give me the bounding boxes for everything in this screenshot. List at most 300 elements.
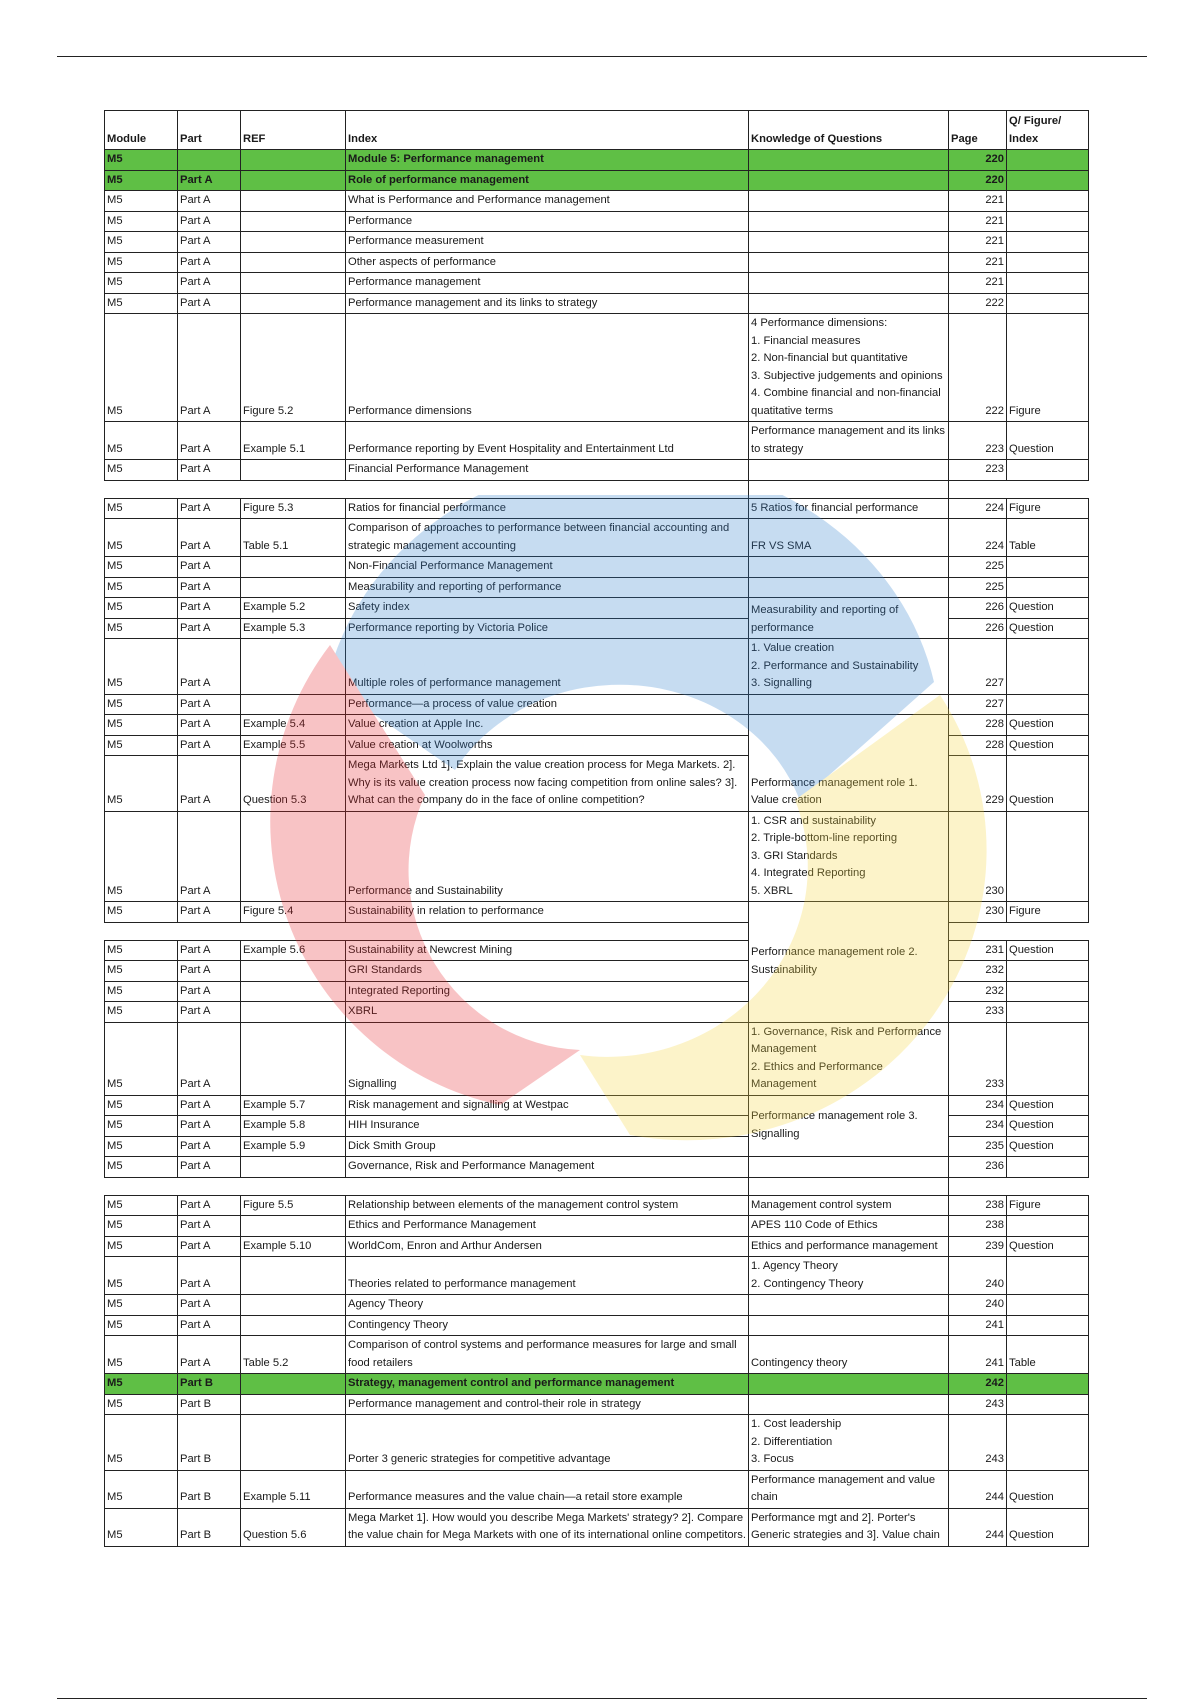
cell-index: XBRL <box>346 1002 749 1023</box>
cell-page: 230 <box>949 902 1007 923</box>
cell-module: M5 <box>105 735 178 756</box>
cell-module: M5 <box>105 1374 178 1395</box>
cell-ref <box>241 1394 346 1415</box>
table-row <box>105 1022 1089 1095</box>
cell-qfigure <box>1007 232 1089 253</box>
cell-qfigure: Figure <box>1007 498 1089 519</box>
table-row <box>105 1508 1089 1546</box>
cell-module: M5 <box>105 1236 178 1257</box>
cell-ref <box>241 1216 346 1237</box>
cell-module: M5 <box>105 498 178 519</box>
cell-page: 221 <box>949 252 1007 273</box>
cell-knowledge <box>749 273 949 294</box>
cell-module <box>105 480 178 498</box>
cell-index: Governance, Risk and Performance Management <box>346 1157 749 1178</box>
cell-part: Part A <box>178 715 241 736</box>
cell-qfigure <box>1007 811 1089 902</box>
cell-page: 224 <box>949 498 1007 519</box>
table-row <box>105 715 1089 736</box>
cell-ref: Table 5.1 <box>241 519 346 557</box>
cell-module: M5 <box>105 1022 178 1095</box>
cell-qfigure: Question <box>1007 598 1089 619</box>
cell-ref <box>241 811 346 902</box>
table-row <box>105 902 1089 923</box>
cell-part: Part A <box>178 170 241 191</box>
cell-module <box>105 1177 178 1195</box>
cell-page: 235 <box>949 1136 1007 1157</box>
cell-page: 244 <box>949 1470 1007 1508</box>
table-row <box>105 191 1089 212</box>
cell-page: 234 <box>949 1116 1007 1137</box>
cell-part: Part A <box>178 811 241 902</box>
cell-page: 226 <box>949 598 1007 619</box>
cell-part: Part A <box>178 211 241 232</box>
cell-knowledge: Performance management role 2. Sustainability <box>749 902 949 1023</box>
cell-ref <box>241 273 346 294</box>
cell-part: Part A <box>178 1315 241 1336</box>
cell-part: Part A <box>178 422 241 460</box>
cell-ref: Example 5.10 <box>241 1236 346 1257</box>
cell-ref <box>241 639 346 695</box>
cell-module: M5 <box>105 639 178 695</box>
cell-part: Part A <box>178 1157 241 1178</box>
cell-knowledge <box>749 170 949 191</box>
cell-module: M5 <box>105 618 178 639</box>
cell-qfigure: Question <box>1007 735 1089 756</box>
header-index: Index <box>346 111 749 150</box>
cell-page: 223 <box>949 460 1007 481</box>
cell-page: 227 <box>949 694 1007 715</box>
cell-qfigure: Question <box>1007 756 1089 812</box>
cell-part: Part A <box>178 314 241 422</box>
cell-index: Ethics and Performance Management <box>346 1216 749 1237</box>
cell-index: Sustainability in relation to performance <box>346 902 749 923</box>
cell-part: Part A <box>178 961 241 982</box>
cell-index: Theories related to performance management <box>346 1257 749 1295</box>
cell-ref <box>241 1022 346 1095</box>
cell-page: 241 <box>949 1315 1007 1336</box>
cell-knowledge: Contingency theory <box>749 1336 949 1374</box>
cell-qfigure: Question <box>1007 1508 1089 1546</box>
table-row <box>105 1470 1089 1508</box>
cell-page: 232 <box>949 981 1007 1002</box>
cell-index: Performance management and control-their role in strategy <box>346 1394 749 1415</box>
cell-ref <box>241 1374 346 1395</box>
table-row <box>105 498 1089 519</box>
table-row <box>105 557 1089 578</box>
cell-page: 221 <box>949 273 1007 294</box>
cell-ref <box>241 1295 346 1316</box>
cell-qfigure: Question <box>1007 1236 1089 1257</box>
cell-ref <box>241 460 346 481</box>
cell-knowledge <box>749 1177 949 1195</box>
cell-page: 220 <box>949 150 1007 171</box>
cell-part: Part A <box>178 1002 241 1023</box>
cell-module: M5 <box>105 902 178 923</box>
cell-part: Part A <box>178 902 241 923</box>
table-row <box>105 598 1089 619</box>
cell-qfigure <box>1007 1157 1089 1178</box>
cell-knowledge: Performance management role 1. Value creation <box>749 715 949 812</box>
cell-index: Role of performance management <box>346 170 749 191</box>
cell-qfigure <box>1007 981 1089 1002</box>
cell-knowledge: APES 110 Code of Ethics <box>749 1216 949 1237</box>
cell-qfigure <box>1007 1257 1089 1295</box>
cell-page: 225 <box>949 577 1007 598</box>
cell-module: M5 <box>105 170 178 191</box>
cell-index: Performance and Sustainability <box>346 811 749 902</box>
cell-part: Part A <box>178 1195 241 1216</box>
cell-index: Multiple roles of performance management <box>346 639 749 695</box>
cell-index: Financial Performance Management <box>346 460 749 481</box>
cell-index: Dick Smith Group <box>346 1136 749 1157</box>
cell-page: 228 <box>949 735 1007 756</box>
cell-index: Mega Markets Ltd 1]. Explain the value creation process for Mega Markets. 2]. Why is its value creation process now facing competition from online sales? 3]. What can the company do in the face of online competition? <box>346 756 749 812</box>
cell-module: M5 <box>105 1116 178 1137</box>
cell-module: M5 <box>105 940 178 961</box>
cell-knowledge <box>749 557 949 578</box>
cell-page <box>949 480 1007 498</box>
cell-part: Part B <box>178 1508 241 1546</box>
cell-qfigure <box>1007 639 1089 695</box>
cell-ref: Figure 5.3 <box>241 498 346 519</box>
cell-page: 233 <box>949 1022 1007 1095</box>
cell-module: M5 <box>105 273 178 294</box>
cell-knowledge: FR VS SMA <box>749 519 949 557</box>
table-row <box>105 811 1089 902</box>
cell-ref: Example 5.1 <box>241 422 346 460</box>
cell-ref <box>241 150 346 171</box>
cell-module: M5 <box>105 314 178 422</box>
header-knowledge: Knowledge of Questions <box>749 111 949 150</box>
cell-part: Part A <box>178 293 241 314</box>
cell-part: Part A <box>178 1236 241 1257</box>
cell-index: Risk management and signalling at Westpac <box>346 1095 749 1116</box>
cell-qfigure <box>1007 211 1089 232</box>
cell-knowledge <box>749 1394 949 1415</box>
cell-page: 243 <box>949 1415 1007 1471</box>
cell-knowledge <box>749 1157 949 1178</box>
cell-ref <box>241 922 346 940</box>
cell-page: 229 <box>949 756 1007 812</box>
table-row <box>105 1236 1089 1257</box>
cell-qfigure: Figure <box>1007 1195 1089 1216</box>
cell-module: M5 <box>105 519 178 557</box>
cell-part: Part A <box>178 598 241 619</box>
cell-knowledge <box>749 150 949 171</box>
cell-module: M5 <box>105 1157 178 1178</box>
cell-page: 243 <box>949 1394 1007 1415</box>
cell-module: M5 <box>105 756 178 812</box>
table-row <box>105 1415 1089 1471</box>
cell-index: Safety index <box>346 598 749 619</box>
cell-qfigure <box>1007 480 1089 498</box>
cell-index: Integrated Reporting <box>346 981 749 1002</box>
table-row <box>105 519 1089 557</box>
cell-knowledge: 4 Performance dimensions: 1. Financial measures 2. Non-financial but quantitative 3. Subjective judgements and opinions 4. Combine financial and non-financial quatitative terms <box>749 314 949 422</box>
cell-page: 240 <box>949 1295 1007 1316</box>
cell-qfigure: Question <box>1007 1136 1089 1157</box>
table-row <box>105 1095 1089 1116</box>
cell-ref: Example 5.11 <box>241 1470 346 1508</box>
cell-index: Module 5: Performance management <box>346 150 749 171</box>
cell-qfigure <box>1007 577 1089 598</box>
cell-part: Part B <box>178 1470 241 1508</box>
cell-ref: Question 5.3 <box>241 756 346 812</box>
cell-qfigure <box>1007 252 1089 273</box>
cell-index: Value creation at Woolworths <box>346 735 749 756</box>
cell-page: 222 <box>949 293 1007 314</box>
cell-module: M5 <box>105 1315 178 1336</box>
table-row <box>105 639 1089 695</box>
cell-qfigure: Question <box>1007 715 1089 736</box>
cell-ref: Example 5.9 <box>241 1136 346 1157</box>
cell-module: M5 <box>105 1002 178 1023</box>
cell-qfigure: Question <box>1007 940 1089 961</box>
cell-ref: Example 5.8 <box>241 1116 346 1137</box>
cell-ref <box>241 577 346 598</box>
table-row <box>105 1157 1089 1178</box>
cell-knowledge: Measurability and reporting of performance <box>749 598 949 639</box>
cell-index: Performance dimensions <box>346 314 749 422</box>
table-row <box>105 694 1089 715</box>
cell-ref: Example 5.4 <box>241 715 346 736</box>
header-row <box>105 111 1089 150</box>
cell-part: Part A <box>178 1336 241 1374</box>
cell-qfigure <box>1007 293 1089 314</box>
cell-part: Part A <box>178 618 241 639</box>
table-row <box>105 422 1089 460</box>
table-row <box>105 170 1089 191</box>
cell-index: HIH Insurance <box>346 1116 749 1137</box>
cell-knowledge: 5 Ratios for financial performance <box>749 498 949 519</box>
cell-index: Porter 3 generic strategies for competitive advantage <box>346 1415 749 1471</box>
cell-qfigure <box>1007 1374 1089 1395</box>
cell-index <box>346 1177 749 1195</box>
cell-qfigure <box>1007 170 1089 191</box>
cell-qfigure <box>1007 961 1089 982</box>
cell-page: 220 <box>949 170 1007 191</box>
cell-page: 224 <box>949 519 1007 557</box>
cell-page: 221 <box>949 211 1007 232</box>
cell-module: M5 <box>105 1295 178 1316</box>
cell-index: Performance management and its links to strategy <box>346 293 749 314</box>
cell-ref: Example 5.2 <box>241 598 346 619</box>
cell-index: Comparison of approaches to performance between financial accounting and strategic management accounting <box>346 519 749 557</box>
cell-page: 221 <box>949 232 1007 253</box>
cell-module: M5 <box>105 1415 178 1471</box>
cell-part: Part A <box>178 694 241 715</box>
cell-knowledge <box>749 577 949 598</box>
cell-module: M5 <box>105 460 178 481</box>
cell-qfigure: Figure <box>1007 902 1089 923</box>
cell-index: Performance management <box>346 273 749 294</box>
cell-part: Part B <box>178 1374 241 1395</box>
cell-index <box>346 922 749 940</box>
table-row <box>105 1177 1089 1195</box>
header-qfigure: Q/ Figure/ Index <box>1007 111 1089 150</box>
cell-knowledge: Performance management and its links to strategy <box>749 422 949 460</box>
cell-page <box>949 922 1007 940</box>
cell-module: M5 <box>105 422 178 460</box>
cell-index: Performance <box>346 211 749 232</box>
cell-index: Signalling <box>346 1022 749 1095</box>
cell-ref: Example 5.6 <box>241 940 346 961</box>
cell-page: 238 <box>949 1195 1007 1216</box>
cell-ref: Example 5.3 <box>241 618 346 639</box>
cell-index: Sustainability at Newcrest Mining <box>346 940 749 961</box>
cell-ref <box>241 480 346 498</box>
cell-module: M5 <box>105 577 178 598</box>
cell-module: M5 <box>105 150 178 171</box>
cell-page: 238 <box>949 1216 1007 1237</box>
cell-page: 239 <box>949 1236 1007 1257</box>
cell-page: 223 <box>949 422 1007 460</box>
cell-qfigure <box>1007 557 1089 578</box>
cell-page: 231 <box>949 940 1007 961</box>
cell-index: Performance measures and the value chain—a retail store example <box>346 1470 749 1508</box>
cell-part: Part A <box>178 1216 241 1237</box>
cell-ref <box>241 170 346 191</box>
cell-knowledge <box>749 232 949 253</box>
cell-index: Agency Theory <box>346 1295 749 1316</box>
cell-module: M5 <box>105 1136 178 1157</box>
cell-page: 221 <box>949 191 1007 212</box>
cell-qfigure <box>1007 1216 1089 1237</box>
cell-part: Part A <box>178 735 241 756</box>
table-body <box>105 150 1089 1547</box>
cell-part: Part A <box>178 191 241 212</box>
cell-part: Part A <box>178 577 241 598</box>
cell-module: M5 <box>105 191 178 212</box>
cell-module: M5 <box>105 1195 178 1216</box>
cell-part: Part A <box>178 273 241 294</box>
cell-ref: Example 5.7 <box>241 1095 346 1116</box>
cell-part: Part A <box>178 460 241 481</box>
cell-part: Part A <box>178 557 241 578</box>
cell-index: Relationship between elements of the management control system <box>346 1195 749 1216</box>
cell-ref: Figure 5.5 <box>241 1195 346 1216</box>
cell-index: Performance—a process of value creation <box>346 694 749 715</box>
cell-part: Part A <box>178 1295 241 1316</box>
cell-qfigure <box>1007 191 1089 212</box>
cell-index: Mega Market 1]. How would you describe Mega Markets' strategy? 2]. Compare the value chain for Mega Markets with one of its international online competitors. <box>346 1508 749 1546</box>
cell-qfigure: Question <box>1007 422 1089 460</box>
cell-knowledge: 1. Cost leadership 2. Differentiation 3. Focus <box>749 1415 949 1471</box>
cell-qfigure <box>1007 460 1089 481</box>
cell-module: M5 <box>105 1336 178 1374</box>
cell-qfigure <box>1007 1022 1089 1095</box>
header-module: Module <box>105 111 178 150</box>
cell-index: WorldCom, Enron and Arthur Andersen <box>346 1236 749 1257</box>
cell-qfigure <box>1007 694 1089 715</box>
cell-ref <box>241 981 346 1002</box>
cell-part: Part A <box>178 252 241 273</box>
cell-qfigure: Figure <box>1007 314 1089 422</box>
cell-module: M5 <box>105 557 178 578</box>
cell-knowledge <box>749 293 949 314</box>
cell-module: M5 <box>105 694 178 715</box>
table-row <box>105 252 1089 273</box>
table-row <box>105 1394 1089 1415</box>
cell-ref <box>241 252 346 273</box>
cell-knowledge <box>749 252 949 273</box>
cell-index <box>346 480 749 498</box>
cell-part: Part A <box>178 232 241 253</box>
table-row <box>105 211 1089 232</box>
header-page: Page <box>949 111 1007 150</box>
cell-ref <box>241 1257 346 1295</box>
cell-qfigure <box>1007 150 1089 171</box>
cell-page: 222 <box>949 314 1007 422</box>
cell-knowledge <box>749 460 949 481</box>
cell-qfigure <box>1007 1415 1089 1471</box>
cell-qfigure <box>1007 922 1089 940</box>
cell-qfigure <box>1007 273 1089 294</box>
cell-part: Part A <box>178 498 241 519</box>
cell-knowledge <box>749 211 949 232</box>
cell-module: M5 <box>105 1216 178 1237</box>
cell-qfigure <box>1007 1002 1089 1023</box>
cell-module: M5 <box>105 598 178 619</box>
cell-ref <box>241 1315 346 1336</box>
cell-part <box>178 480 241 498</box>
cell-ref <box>241 557 346 578</box>
table-row <box>105 1295 1089 1316</box>
cell-page: 242 <box>949 1374 1007 1395</box>
table-row <box>105 293 1089 314</box>
top-rule <box>57 56 1147 57</box>
cell-ref <box>241 232 346 253</box>
cell-ref <box>241 211 346 232</box>
cell-module <box>105 922 178 940</box>
cell-module: M5 <box>105 252 178 273</box>
cell-page: 232 <box>949 961 1007 982</box>
table-row <box>105 460 1089 481</box>
cell-page: 230 <box>949 811 1007 902</box>
cell-page: 225 <box>949 557 1007 578</box>
cell-qfigure: Question <box>1007 1470 1089 1508</box>
cell-ref: Example 5.5 <box>241 735 346 756</box>
table-row <box>105 1374 1089 1395</box>
cell-index: Comparison of control systems and performance measures for large and small food retailers <box>346 1336 749 1374</box>
table-row <box>105 577 1089 598</box>
header-part: Part <box>178 111 241 150</box>
table-row <box>105 1195 1089 1216</box>
cell-knowledge <box>749 694 949 715</box>
table-row <box>105 1216 1089 1237</box>
cell-module: M5 <box>105 232 178 253</box>
cell-knowledge: Ethics and performance management <box>749 1236 949 1257</box>
table-row <box>105 480 1089 498</box>
cell-knowledge: 1. CSR and sustainability 2. Triple-bottom-line reporting 3. GRI Standards 4. Integrated Reporting 5. XBRL <box>749 811 949 902</box>
cell-knowledge <box>749 1315 949 1336</box>
cell-qfigure <box>1007 1177 1089 1195</box>
cell-page: 228 <box>949 715 1007 736</box>
cell-part: Part A <box>178 940 241 961</box>
cell-ref <box>241 293 346 314</box>
cell-knowledge <box>749 1295 949 1316</box>
cell-index: GRI Standards <box>346 961 749 982</box>
cell-index: Value creation at Apple Inc. <box>346 715 749 736</box>
cell-knowledge: 1. Governance, Risk and Performance Management 2. Ethics and Performance Management <box>749 1022 949 1095</box>
table-row <box>105 232 1089 253</box>
cell-index: Performance reporting by Victoria Police <box>346 618 749 639</box>
cell-qfigure <box>1007 1315 1089 1336</box>
cell-page: 226 <box>949 618 1007 639</box>
cell-knowledge: Performance mgt and 2]. Porter's Generic strategies and 3]. Value chain <box>749 1508 949 1546</box>
index-table <box>104 110 1089 1547</box>
